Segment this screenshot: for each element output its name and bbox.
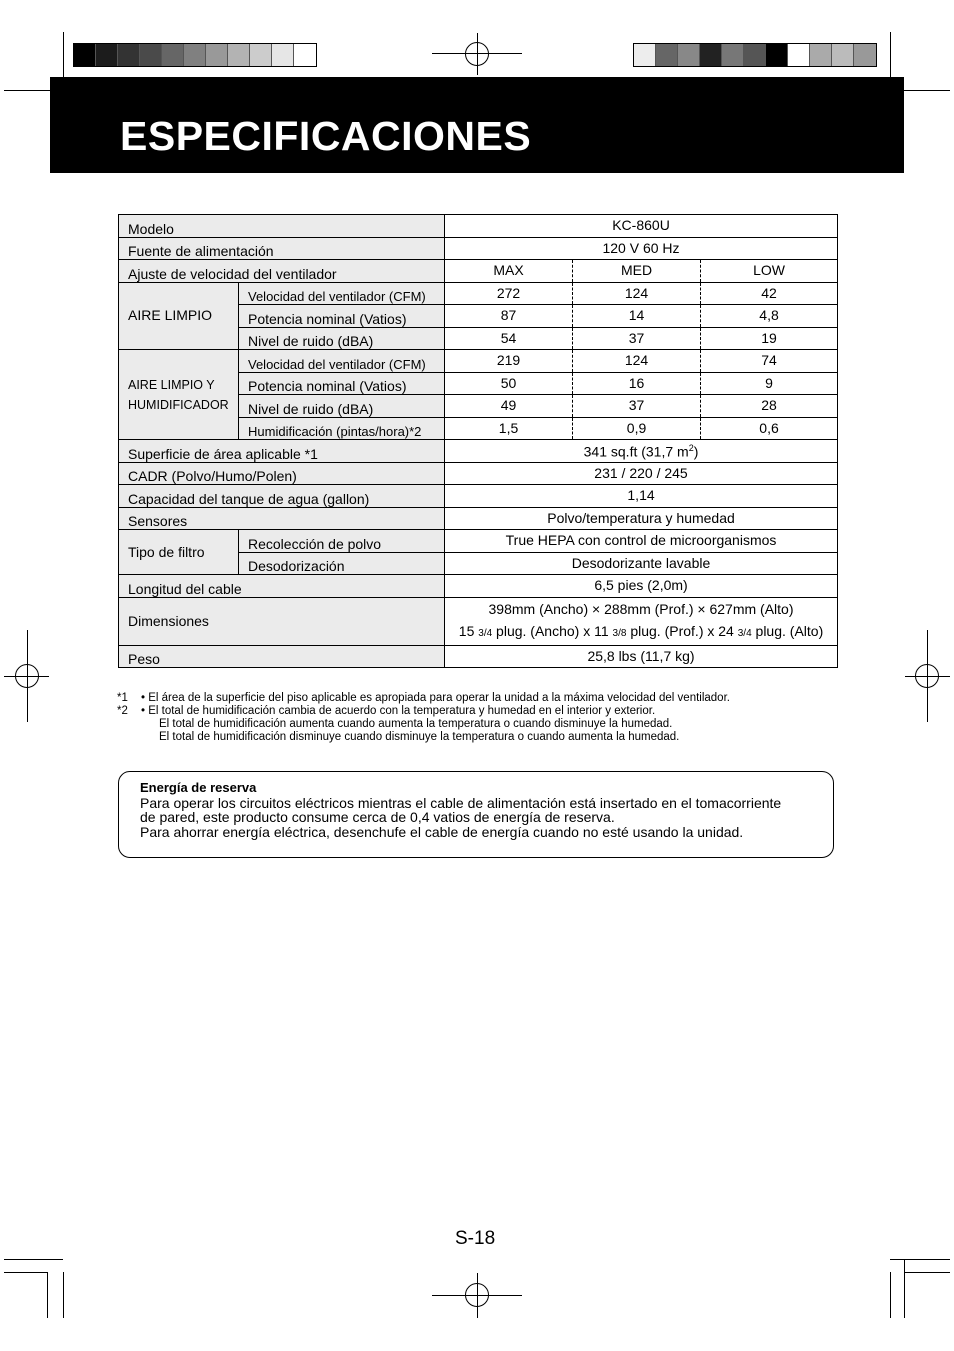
table-row [119, 350, 838, 373]
row-value: Polvo/temperatura y humedad [445, 507, 838, 530]
table-row [119, 575, 838, 598]
cell-value: 272 [445, 282, 573, 305]
row-value: 341 sq.ft (31,7 $m^2$) [445, 440, 838, 463]
cell-value: 9 [701, 372, 838, 395]
cell-value: 42 [701, 282, 838, 305]
color-swatch [140, 44, 162, 66]
row-label: Ajuste de velocidad del ventilador [119, 260, 445, 283]
color-swatch [722, 44, 744, 66]
footnote-2-sub1: El total de humidificación aumenta cuando aumenta la temperatura o cuando disminuye la humedad. [159, 718, 673, 730]
color-swatch [272, 44, 294, 66]
standby-energy-box [118, 771, 834, 858]
color-swatch [854, 44, 876, 66]
group-label-line1: AIRE LIMPIO Y [128, 377, 215, 392]
standby-line-1: Para operar los circuitos eléctricos mientras el cable de alimentación está insertado en el tomacorriente [140, 794, 782, 811]
group-label: Tipo de filtro [119, 530, 239, 575]
row-value [445, 597, 838, 645]
footnote-1: *1 • El área de la superficie del piso aplicable es apropiada para operar la unidad a la máxima velocidad del ventilador. [117, 692, 730, 704]
cell-value: 49 [445, 395, 573, 418]
row-value: True HEPA con control de microorganismos [445, 530, 838, 553]
cell-value: 54 [445, 327, 573, 350]
color-swatch [250, 44, 272, 66]
row-label: Capacidad del tanque de agua (gallon) [119, 485, 445, 508]
row-value: 6,5 pies (2,0m) [445, 575, 838, 598]
group-label-line2: HUMIDIFICADOR [128, 397, 229, 412]
color-swatch [118, 44, 140, 66]
table-row [119, 462, 838, 485]
cell-value: 16 [573, 372, 701, 395]
row-label: Recolección de polvo [239, 530, 445, 553]
row-label: Dimensiones [119, 597, 445, 645]
table-row [119, 507, 838, 530]
row-label: Peso [119, 645, 445, 668]
row-value: 120 V 60 Hz [445, 237, 838, 260]
cell-value: 1,5 [445, 417, 573, 440]
color-calibration-bar-right [633, 43, 877, 67]
standby-title: Energía de reserva [140, 780, 257, 795]
table-row [119, 215, 838, 238]
color-swatch [184, 44, 206, 66]
group-label: AIRE LIMPIO [119, 282, 239, 350]
color-swatch [700, 44, 722, 66]
color-swatch [96, 44, 118, 66]
title-band [50, 77, 904, 173]
table-row [119, 530, 838, 553]
table-row [119, 597, 838, 645]
color-swatch [206, 44, 228, 66]
color-swatch [228, 44, 250, 66]
footnote-2-sub2: El total de humidificación disminuye cuando disminuye la temperatura o cuando aumenta la humedad. [159, 731, 680, 743]
color-swatch [294, 44, 316, 66]
row-label: Velocidad del ventilador (CFM) [239, 282, 445, 305]
color-swatch [788, 44, 810, 66]
dimensions-inches: 15 3/4 plug. (Ancho) x 11 3/8 plug. (Prof.) x 24 3/4 plug. (Alto) [458, 622, 824, 639]
table-row [119, 440, 838, 463]
footnotes [117, 692, 730, 744]
cell-value: 87 [445, 305, 573, 328]
page-number: S-18 [455, 1228, 496, 1249]
row-label: Velocidad del ventilador (CFM) [239, 350, 445, 373]
dimensions-mm: 398mm (Ancho) × 288mm (Prof.) × 627mm (Alto) [488, 600, 794, 617]
row-value: 25,8 lbs (11,7 kg) [445, 645, 838, 668]
color-calibration-bar-left [73, 43, 317, 67]
row-value: Desodorizante lavable [445, 552, 838, 575]
speed-header-med: MED [573, 260, 701, 283]
specifications-table [118, 214, 838, 668]
color-swatch [634, 44, 656, 66]
cell-value: 37 [573, 395, 701, 418]
color-swatch [766, 44, 788, 66]
row-value: 231 / 220 / 245 [445, 462, 838, 485]
row-label: Potencia nominal (Vatios) [239, 372, 445, 395]
speed-header-low: LOW [701, 260, 838, 283]
table-row [119, 237, 838, 260]
row-label: Modelo [119, 215, 445, 238]
row-label: Nivel de ruido (dBA) [239, 327, 445, 350]
row-label: Potencia nominal (Vatios) [239, 305, 445, 328]
color-swatch [810, 44, 832, 66]
row-label: Humidificación (pintas/hora)*2 [239, 417, 445, 440]
color-swatch [656, 44, 678, 66]
color-swatch [678, 44, 700, 66]
footnote-2: *2 • El total de humidificación cambia de acuerdo con la temperatura y humedad en el interior y exterior. [117, 705, 656, 717]
color-swatch [74, 44, 96, 66]
row-label: Desodorización [239, 552, 445, 575]
cell-value: 28 [701, 395, 838, 418]
cell-value: 4,8 [701, 305, 838, 328]
table-row [119, 485, 838, 508]
standby-line-3: Para ahorrar energía eléctrica, desenchufe el cable de energía cuando no esté usando la unidad. [140, 823, 744, 840]
cell-value: 0,9 [573, 417, 701, 440]
cell-value: 50 [445, 372, 573, 395]
group-label [119, 350, 239, 440]
row-value: KC-860U [445, 215, 838, 238]
row-label: Superficie de área aplicable *1 [119, 440, 445, 463]
table-row [119, 282, 838, 305]
row-label: Sensores [119, 507, 445, 530]
cell-value: 14 [573, 305, 701, 328]
cell-value: 74 [701, 350, 838, 373]
table-row [119, 260, 838, 283]
row-value: 1,14 [445, 485, 838, 508]
color-swatch [832, 44, 854, 66]
row-label: Longitud del cable [119, 575, 445, 598]
color-swatch [744, 44, 766, 66]
cell-value: 37 [573, 327, 701, 350]
standby-line-2: de pared, este producto consume cerca de 0,4 vatios de energía de reserva. [140, 809, 615, 825]
table-row [119, 645, 838, 668]
cell-value: 124 [573, 350, 701, 373]
color-swatch [162, 44, 184, 66]
speed-header-max: MAX [445, 260, 573, 283]
cell-value: 0,6 [701, 417, 838, 440]
row-label: CADR (Polvo/Humo/Polen) [119, 462, 445, 485]
page-title: ESPECIFICACIONES [120, 113, 532, 159]
row-label: Fuente de alimentación [119, 237, 445, 260]
cell-value: 124 [573, 282, 701, 305]
row-label: Nivel de ruido (dBA) [239, 395, 445, 418]
cell-value: 219 [445, 350, 573, 373]
cell-value: 19 [701, 327, 838, 350]
